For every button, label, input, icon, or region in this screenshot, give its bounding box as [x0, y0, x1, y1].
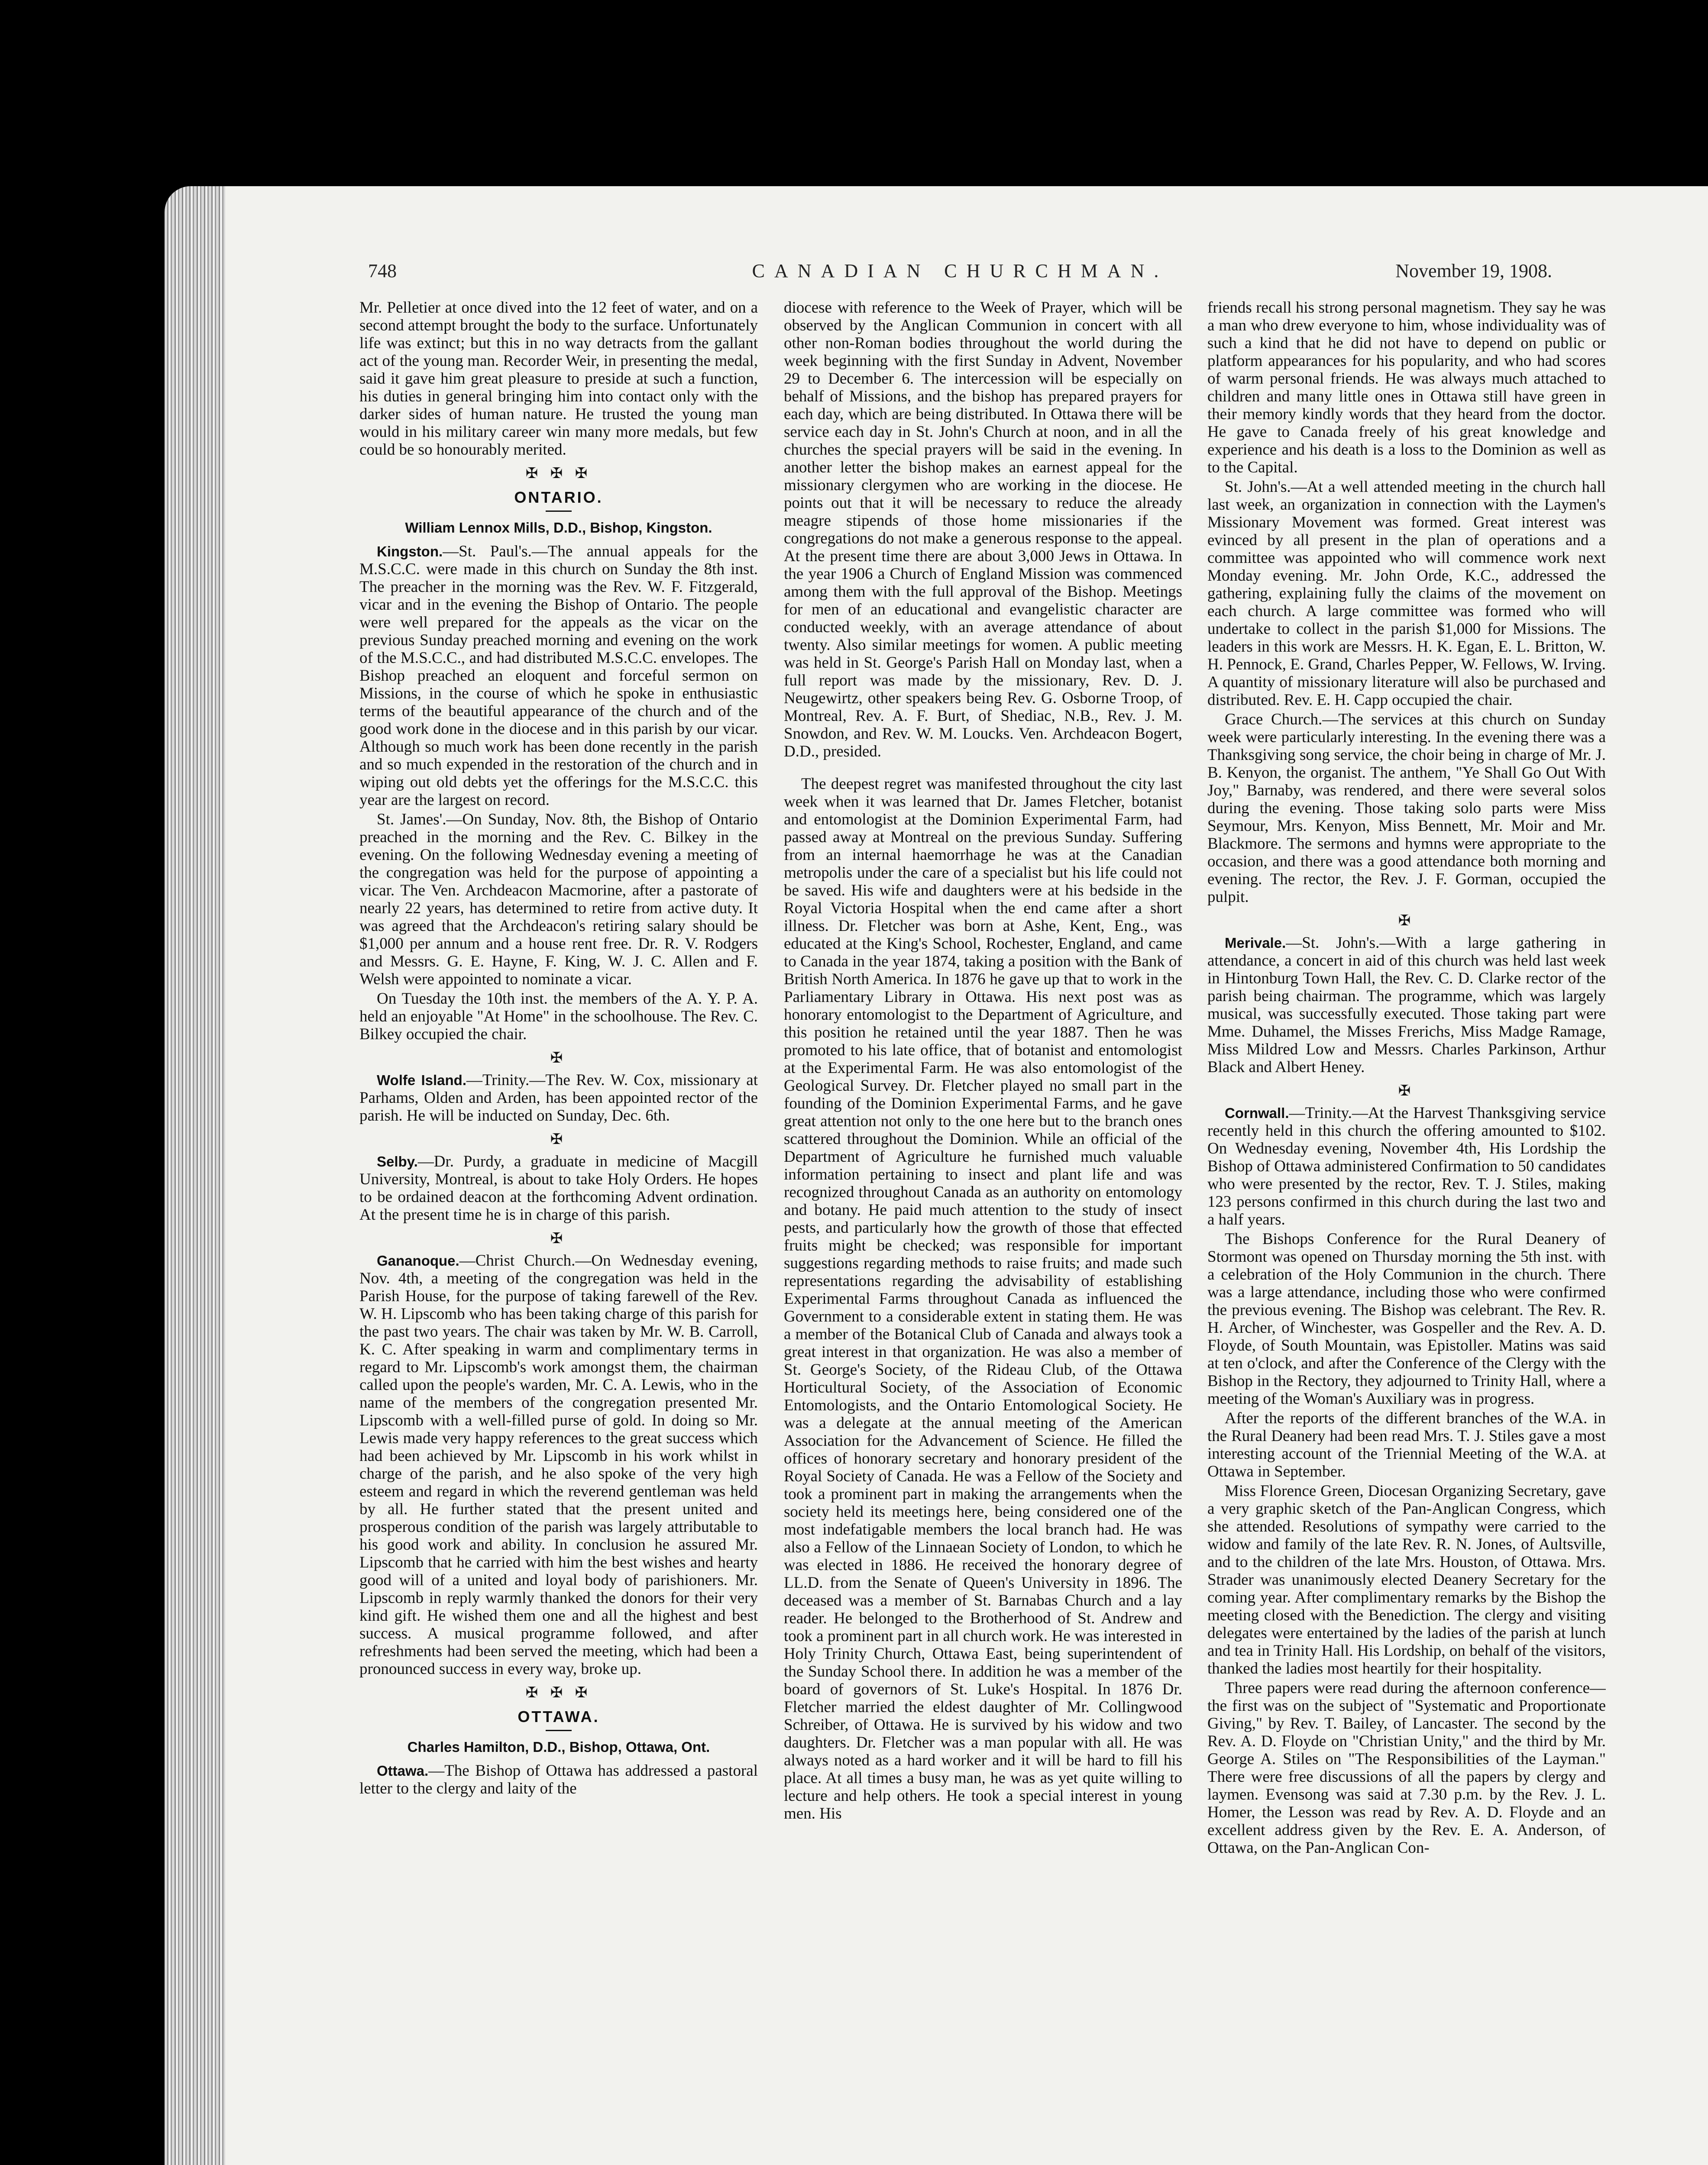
place-name: Wolfe Island. — [377, 1072, 466, 1088]
paragraph: Mr. Pelletier at once dived into the 12 feet of water, and on a second attempt brought the body to the surface. Unfortunately life was extinct; but this in no way detracts from the gallant act of the young man. Recorder Weir, in presenting the medal, said it gave him great pleasure to preside at such a function, his duties in general bringing him into contact only with the darker sides of human nature. He trusted the young man would in his military career win many more medals, but few could be so honourably merited. — [359, 299, 758, 459]
paragraph-fletcher-obituary: The deepest regret was manifested throughout the city last week when it was learned that Dr. James Fletcher, botanist and entomologist at the Dominion Experimental Farm, had passed away at Montreal on the previous Sunday. Suffering from an internal haemorrhage he was at the Canadian metropolis under the care of a specialist but his life could not be saved. His wife and daughters were at his bedside in the Royal Victoria Hospital when the end came after a short illness. Dr. Fletcher was born at Ashe, Kent, Eng., was educated at the King's School, Rochester, England, and came to Canada in the year 1874, taking a position with the Bank of British North America. In 1876 he gave up that to work in the Parliamentary Library in Ottawa. His next post was as honorary entomologist to the Department of Agriculture, and this position he retained until the year 1887. Then he was promoted to his late office, that of botanist and entomologist at the Experimental Farm. He was also entomologist of the Geological Survey. Dr. Fletcher played no small part in the founding of the Dominion Experimental Farms, and he gave great attention not only to the one here but to the branch ones scattered throughout the Dominion. While an official of the Department of Agriculture he furnished much valuable information pertaining to insect and plant life and was recognized throughout Canada as an authority on entomology and botany. He paid much attention to the study of insect pests, and particularly how the growth of those that effected fruits might be checked; was responsible for important suggestions regarding methods to raise fruits; and made such representations regarding the advisability of establishing Experimental Farms throughout Canada as influenced the Government to a considerable extent in stating them. He was a member of the Botanical Club of Canada and always took a great interest in that organization. He was also a member of St. George's Society, of the Rideau Club, of the Ottawa Horticultural Society, of the Association of Economic Entomologists, and the Ontario Entomological Society. He was a delegate at the annual meeting of the American Association for the Advancement of Science. He filled the offices of honorary secretary and honorary president of the Royal Society of Canada. He was a Fellow of the Society and took a prominent part in making the arrangements when the society held its meetings here, being considered one of the most indefatigable members the local branch had. He was also a Fellow of the Linnaean Society of London, to which he was elected in 1886. He received the honorary degree of LL.D. from the Senate of Queen's University in 1896. The deceased was a member of St. Barnabas Church and a lay reader. He belonged to the Brotherhood of St. Andrew and took a prominent part in all church work. He was interested in Holy Trinity Church, Ottawa East, being superintendent of the Sunday School there. In addition he was a member of the board of governors of St. Luke's Hospital. In 1876 Dr. Fletcher married the eldest daughter of Mr. Collingwood Schreiber, of Ottawa. He is survived by his widow and two daughters. Dr. Fletcher was a man popular with all. He was always noted as a hard worker and it will be hard to fill his place. At all times a busy man, he was as yet quite willing to lecture and help others. He took a special interest in young men. His — [784, 775, 1182, 1822]
column-1 — [359, 299, 758, 2161]
publication-title: CANADIAN CHURCHMAN. — [752, 260, 1168, 281]
column-2 — [784, 299, 1182, 2161]
ornament: ✠ — [1398, 1083, 1415, 1099]
paragraph: After the reports of the different branches of the W.A. in the Rural Deanery had been read Mrs. T. J. Stiles gave a most interesting account of the Triennial Meeting of the W.A. at Ottawa in September. — [1207, 1409, 1606, 1480]
ornament: ✠ — [550, 1231, 567, 1247]
paragraph: St. John's.—At a well attended meeting in the church hall last week, an organization in connection with the Laymen's Missionary Movement was formed. Great interest was evinced by all present in the plan of operations and a committee was appointed who will commence work next Monday evening. Mr. John Orde, K.C., addressed the gathering, explaining fully the claims of the movement on each church. A large committee was formed who will undertake to collect in the parish $1,000 for Missions. The leaders in this work are Messrs. H. K. Egan, E. L. Britton, W. H. Pennock, E. Grand, Charles Pepper, W. Fellows, W. Irving. A quantity of missionary literature will also be purchased and distributed. Rev. E. H. Capp occupied the chair. — [1207, 478, 1606, 709]
section-heading-ottawa: OTTAWA. — [518, 1708, 600, 1726]
place-name: Merivale. — [1225, 935, 1286, 951]
ornament: ✠ — [550, 1050, 567, 1066]
paragraph: St. James'.—On Sunday, Nov. 8th, the Bishop of Ontario preached in the morning and the Rev. C. Bilkey in the evening. On the following Wednesday evening a meeting of the congregation was held for the purpose of appointing a vicar. The Ven. Archdeacon Macmorine, after a pastorate of nearly 22 years, has determined to retire from active duty. It was agreed that the Archdeacon's retiring salary should be $1,000 per annum and a house rent free. Dr. R. V. Rodgers and Messrs. G. E. Hayne, F. King, W. J. C. Allen and F. Welsh were appointed to nominate a vicar. — [359, 811, 758, 988]
paragraph-cornwall — [1207, 1104, 1606, 1228]
paragraph: Grace Church.—The services at this church on Sunday week were particularly interesting. In the evening there was a Thanksgiving song service, the choir being in charge of Mr. J. B. Kenyon, the organist. The anthem, "Ye Shall Go Out With Joy," Barnaby, was rendered, and there were several solos during the evening. Those taking solo parts were Miss Seymour, Mrs. Kenyon, Miss Bennett, Mr. Moir and Mr. Blackmore. The sermons and hymns were appropriate to the occasion, and there was a good attendance both morning and evening. The rector, the Rev. J. F. Gorman, occupied the pulpit. — [1207, 711, 1606, 906]
ornament: ✠ — [550, 1131, 567, 1147]
place-name: Selby. — [377, 1154, 418, 1170]
paragraph-selby — [359, 1153, 758, 1224]
bishop-line-ontario: William Lennox Mills, D.D., Bishop, Kingston. — [405, 520, 712, 536]
ornament: ✠ — [1398, 913, 1415, 929]
book-page-edges — [165, 186, 225, 2165]
issue-date: November 19, 1908. — [1395, 260, 1552, 281]
paragraph: The Bishops Conference for the Rural Deanery of Stormont was opened on Thursday morning the 5th inst. with a celebration of the Holy Communion in the church. There was a large attendance, including those who were confirmed the previous evening. The Bishop was celebrant. The Rev. R. H. Archer, of Winchester, was Gospeller and the Rev. A. D. Floyde, of South Mountain, was Epistoller. Matins was said at ten o'clock, and after the Conference of the Clergy with the Bishop in the Rectory, they adjourned to Trinity Hall, where a meeting of the Woman's Auxiliary was in progress. — [1207, 1230, 1606, 1408]
column-3 — [1207, 299, 1606, 2161]
place-name: Gananoque. — [377, 1253, 459, 1269]
page-header — [368, 260, 1552, 290]
place-name: Ottawa. — [377, 1763, 429, 1779]
paragraph-text: —Trinity.—At the Harvest Thanksgiving service recently held in this church the offering amounted to $102. On Wednesday evening, November 4th, His Lordship the Bishop of Ottawa administered Confirmation to 50 candidates who were presented by the rector, Rev. T. J. Stiles, making 123 persons confirmed in this church during the last two and a half years. — [1207, 1104, 1606, 1228]
divider — [546, 511, 572, 512]
paragraph: Three papers were read during the afternoon conference—the first was on the subject of "Systematic and Proportionate Giving," by Rev. T. Bailey, of Lancaster. The second by the Rev. A. D. Floyde on "Christian Unity," and the third by Mr. George A. Stiles on "The Responsibilities of the Layman." There were free discussions of all the papers by clergy and laymen. Evensong was said at 7.30 p.m. by the Rev. J. L. Homer, the Lesson was read by Rev. A. D. Floyde and an excellent address given by the Rev. E. A. Anderson, of Ottawa, on the Pan-Anglican Con- — [1207, 1679, 1606, 1857]
paragraph-kingston — [359, 543, 758, 809]
paragraph: Miss Florence Green, Diocesan Organizing Secretary, gave a very graphic sketch of the Pan-Anglican Congress, which she attended. Resolutions of sympathy were carried to the widow and family of the late Rev. R. N. Jones, of Aultsville, and to the children of the late Mrs. Houston, of Ottawa. Mrs. Strader was unanimously elected Deanery Secretary for the coming year. After complimentary remarks by the Bishop the meeting closed with the Benediction. The clergy and visiting delegates were entertained by the ladies of the parish at lunch and tea in Trinity Hall. His Lordship, on behalf of the visitors, thanked the ladies most heartily for their hospitality. — [1207, 1482, 1606, 1677]
bishop-line-ottawa: Charles Hamilton, D.D., Bishop, Ottawa, Ont. — [407, 1739, 710, 1755]
paragraph-text: —Christ Church.—On Wednesday evening, Nov. 4th, a meeting of the congregation was held in the Parish House, for the purpose of taking farewell of the Rev. W. H. Lipscomb who has been taking charge of this parish for the past two years. The chair was taken by Mr. W. B. Carroll, K. C. After speaking in warm and complimentary terms in regard to Mr. Lipscomb's work amongst them, the chairman called upon the people's warden, Mr. C. A. Lewis, who in the name of the members of the congregation presented Mr. Lipscomb with a well-filled purse of gold. In doing so Mr. Lewis made very happy references to the great success which had been achieved by Mr. Lipscomb in his work whilst in charge of the parish, and he also spoke of the very high esteem and regard in which the reverend gentleman was held by all. He further stated that the present united and prosperous condition of the parish was largely attributable to his good work and ability. In conclusion he assured Mr. Lipscomb that he carried with him the best wishes and hearty good will of a united and loyal body of parishioners. Mr. Lipscomb in reply warmly thanked the donors for their very kind gift. He wished them one and all the highest and best success. A musical programme followed, and after refreshments had been served the meeting, which had been a pronounced success in every way, broke up. — [359, 1252, 758, 1678]
paragraph-text: —The Bishop of Ottawa has addressed a pastoral letter to the clergy and laity of the — [359, 1762, 758, 1797]
paragraph-gananoque — [359, 1252, 758, 1678]
paragraph-wolfe-island — [359, 1071, 758, 1125]
page-number: 748 — [368, 260, 397, 281]
paragraph-text: —Dr. Purdy, a graduate in medicine of Macgill University, Montreal, is about to take Holy Orders. He hopes to be ordained deacon at the forthcoming Advent ordination. At the present time he is in charge of this parish. — [359, 1153, 758, 1224]
newspaper-page — [225, 186, 1708, 2165]
paragraph-ottawa — [359, 1762, 758, 1797]
paragraph-merivale — [1207, 934, 1606, 1076]
place-name: Cornwall. — [1225, 1105, 1289, 1121]
divider — [546, 1730, 572, 1731]
place-name: Kingston. — [377, 543, 443, 559]
paragraph-text: —St. John's.—With a large gathering in attendance, a concert in aid of this church was held last week in Hintonburg Town Hall, the Rev. C. D. Clarke rector of the parish being chairman. The programme, which was largely musical, was successfully executed. Those taking part were Mme. Duhamel, the Misses Frerichs, Miss Madge Ramage, Miss Mildred Low and Messrs. Charles Parkinson, Arthur Black and Albert Heney. — [1207, 934, 1606, 1076]
paragraph: friends recall his strong personal magnetism. They say he was a man who drew everyone to him, whose individuality was of such a kind that he did not have to depend on public or platform appearances for his popularity, and who had scores of warm personal friends. He was always much attached to children and many little ones in Ottawa still have green in their memory kindly words that they heard from the doctor. He gave to Canada freely of his great knowledge and experience and his death is a loss to the Dominion as well as to the Capital. — [1207, 299, 1606, 476]
paragraph: diocese with reference to the Week of Prayer, which will be observed by the Anglican Communion in concert with all other non-Roman bodies throughout the world during the week beginning with the first Sunday in Advent, November 29 to December 6. The intercession will be especially on behalf of Missions, and the bishop has prepared prayers for each day, which are being distributed. In Ottawa there will be service each day in St. John's Church at noon, and in all the churches the special prayers will be said in the evening. In another letter the bishop makes an earnest appeal for the missionary clergymen who are working in the diocese. He points out that it will be necessary to reduce the already meagre stipends of those home missionaries if the congregations do not make a generous response to the appeal. At the present time there are about 3,000 Jews in Ottawa. In the year 1906 a Church of England Mission was commenced among them with the full approval of the Bishop. Meetings for men of an educational and evangelistic character are conducted weekly, with an average attendance of about twenty. Also similar meetings for women. A public meeting was held in St. George's Parish Hall on Monday last, when a full report was made by the missionary, Rev. D. J. Neugewirtz, other speakers being Rev. G. Osborne Troop, of Montreal, Rev. A. F. Burt, of Shediac, N.B., Rev. J. M. Snowdon, and Rev. W. M. Loucks. Ven. Archdeacon Bogert, D.D., presided. — [784, 299, 1182, 760]
paragraph-text: —St. Paul's.—The annual appeals for the M.S.C.C. were made in this church on Sunday the 8th inst. The preacher in the morning was the Rev. W. F. Fitzgerald, vicar and in the evening the Bishop of Ontario. The people were well prepared for the appeals as the vicar on the previous Sunday preached morning and evening on the work of the M.S.C.C., and had distributed M.S.C.C. envelopes. The Bishop preached an eloquent and forceful sermon on Missions, in the course of which he spoke in enthusiastic terms of the beautiful appearance of the church and of the good work done in the diocese and in this parish by our vicar. Although so much work has been done recently in the parish and so much expended in the restoration of the church and in wiping out old debts yet the offerings for the M.S.C.C. this year are the largest on record. — [359, 543, 758, 809]
section-ornament: ✠ ✠ ✠ — [525, 1685, 592, 1701]
section-heading-ontario: ONTARIO. — [514, 488, 603, 506]
section-ornament: ✠ ✠ ✠ — [525, 465, 592, 481]
paragraph: On Tuesday the 10th inst. the members of the A. Y. P. A. held an enjoyable "At Home" in the schoolhouse. The Rev. C. Bilkey occupied the chair. — [359, 990, 758, 1043]
paragraph-text: —Trinity.—The Rev. W. Cox, missionary at Parhams, Olden and Arden, has been appointed rector of the parish. He will be inducted on Sunday, Dec. 6th. — [359, 1071, 758, 1125]
